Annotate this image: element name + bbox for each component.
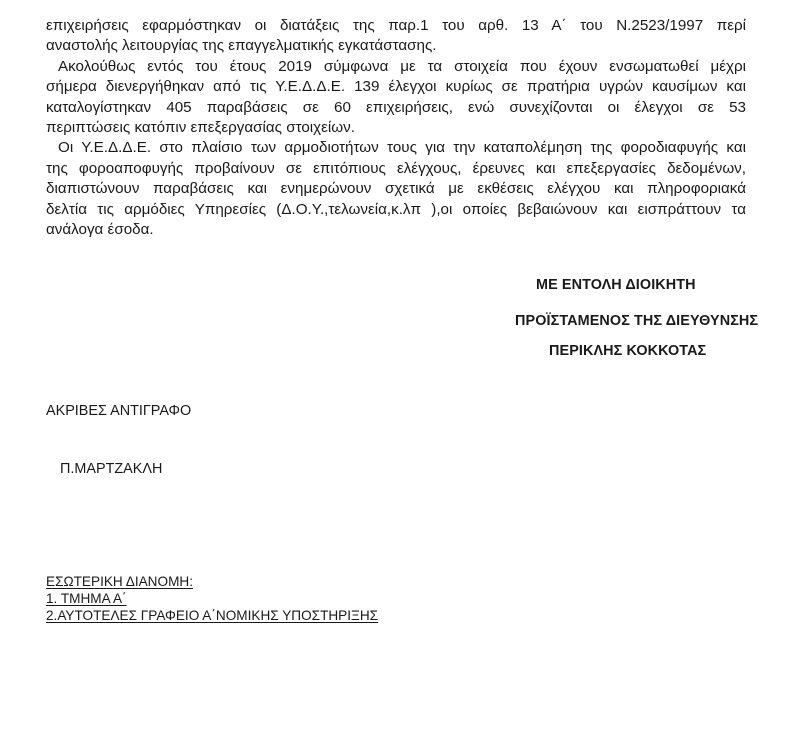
paragraph-3 [46, 138, 746, 240]
true-copy-label: ΑΚΡΙΒΕΣ ΑΝΤΙΓΡΑΦΟ [46, 403, 192, 419]
signature-authority: ΜΕ ΕΝΤΟΛΗ ΔΙΟΙΚΗΤΗ [536, 277, 696, 293]
paragraph-line: σήμερα διενεργήθηκαν από τις Υ.Ε.Δ.Δ.Ε. 139 έλεγχοι κυρίως σε πρατήρια υγρών καυσίμων και [46, 78, 746, 96]
paragraph-line: δελτία τις αρμόδιες Υπηρεσίες (Δ.Ο.Υ.,τελωνεία,κ.λπ ),οι οποίες βεβαιώνουν και εισπράττουν τα [46, 200, 746, 218]
paragraph-line: ανάλογα έσοδα. [46, 221, 154, 239]
paragraph-line: επιχειρήσεις εφαρμόστηκαν οι διατάξεις της παρ.1 του αρθ. 13 Α΄ του Ν.2523/1997 περί [46, 17, 746, 34]
true-copy-name: Π.ΜΑΡΤΖΑΚΛΗ [60, 461, 163, 477]
signature-title: ΠΡΟΪΣΤΑΜΕΝΟΣ ΤΗΣ ΔΙΕΥΘΥΝΣΗΣ [515, 313, 759, 329]
paragraph-line: Ακολούθως εντός του έτους 2019 σύμφωνα με τα στοιχεία που έχουν ενσωματωθεί μέχρι [58, 57, 746, 75]
distribution-item: 2.ΑΥΤΟΤΕΛΕΣ ΓΡΑΦΕΙΟ Α΄ΝΟΜΙΚΗΣ ΥΠΟΣΤΗΡΙΞΗΣ [46, 608, 379, 623]
internal-distribution [46, 573, 378, 624]
paragraph-line: διαπιστώνουν παραβάσεις και ενημερώνουν σχετικά με εκθέσεις ελέγχου και πληροφοριακά [46, 180, 746, 198]
document-body [46, 16, 746, 240]
distribution-title: ΕΣΩΤΕΡΙΚΗ ΔΙΑΝΟΜΗ: [46, 574, 193, 589]
distribution-item: 1. ΤΜΗΜΑ Α΄ [46, 591, 127, 606]
paragraph-1 [46, 16, 746, 57]
paragraph-line: περιπτώσεις κατόπιν επεξεργασίας στοιχείων. [46, 119, 355, 137]
paragraph-line: Οι Υ.Ε.Δ.Δ.Ε. στο πλαίσιο των αρμοδιοτήτων τους για την καταπολέμηση της φοροδιαφυγής και [58, 139, 746, 157]
paragraph-line: αναστολής λειτουργίας της επαγγελματικής εγκατάστασης. [46, 37, 437, 55]
paragraph-line: καταλογίστηκαν 405 παραβάσεις σε 60 επιχειρήσεις, ενώ συνεχίζονται οι έλεγχοι σε 53 [46, 98, 746, 116]
paragraph-2 [46, 57, 746, 139]
paragraph-line: της φοροαποφυγής προβαίνουν σε επιτόπιους ελέγχους, έρευνες και επεξεργασίες δεδομένων, [46, 159, 746, 177]
signature-name: ΠΕΡΙΚΛΗΣ ΚΟΚΚΟΤΑΣ [549, 343, 707, 359]
